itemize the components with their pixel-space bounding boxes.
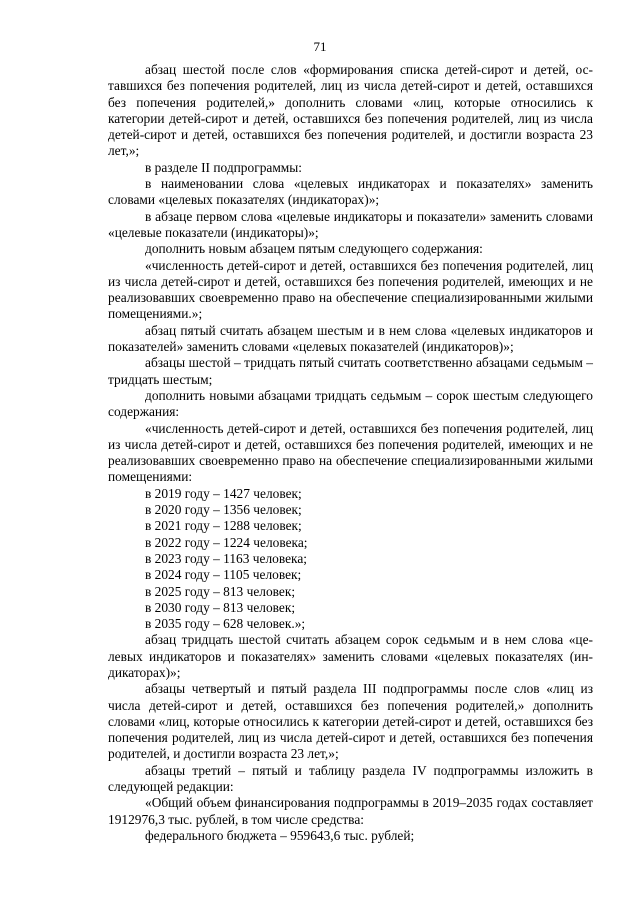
paragraph: дополнить новым абзацем пятым следующего содержания: xyxy=(145,241,483,257)
paragraph: абзац пятый считать абзацем шестым и в нем слова «целевых индикаторов и показателей» заменить словами «целевых показателей (индикаторов)»; xyxy=(108,322,593,355)
paragraph: абзацы четвертый и пятый раздела III подпрограммы после слов «лиц из числа детей-сирот и детей, оставшихся без попечения родителей,» дополнить словами «лиц, которые относились к категории детей-сирот и детей, оставшихся без попечения родителей, лиц из числа детей-сирот и детей, оставшихся без попечения родителей, и достигли возраста 23 лет,»; xyxy=(108,681,593,762)
paragraph: абзац тридцать шестой считать абзацем сорок седьмым и в нем слова «целевых индикаторов и показателях» заменить словами «целевых показателях (индикаторах)»; xyxy=(108,632,593,680)
year-line: в 2035 году – 628 человек.»; xyxy=(145,616,306,632)
paragraph: дополнить новыми абзацами тридцать седьмым – сорок шестым следующего содержания: xyxy=(108,387,593,420)
paragraph: абзацы третий – пятый и таблицу раздела IV подпрограммы изложить в следующей редакции: xyxy=(108,762,593,795)
year-line: в 2019 году – 1427 человек; xyxy=(145,485,302,501)
paragraph: в абзаце первом слова «целевые индикаторы и показатели» заменить словами «целевые показатели (индикаторы)»; xyxy=(108,208,593,240)
year-line: в 2020 году – 1356 человек; xyxy=(145,502,302,518)
paragraph: «Общий объем финансирования подпрограммы в 2019–2035 годах составляет 1912976,3 тыс. рублей, в том числе средства: xyxy=(108,795,593,827)
paragraph: в наименовании слова «целевых индикаторах и показателях» заменить словами «целевых показателях (индикаторах)»; xyxy=(108,176,593,208)
document-body xyxy=(108,62,593,844)
year-line: в 2025 году – 813 человек; xyxy=(145,583,296,599)
paragraph: абзацы шестой – тридцать пятый считать соответственно абзацами седьмым – тридцать шестым; xyxy=(108,355,593,387)
year-line: в 2021 году – 1288 человек; xyxy=(145,518,302,534)
year-line: в 2024 году – 1105 человек; xyxy=(145,567,302,583)
year-line: в 2022 году – 1224 человека; xyxy=(145,534,308,550)
paragraph: федерального бюджета – 959643,6 тыс. рублей; xyxy=(145,827,415,843)
paragraph: «численность детей-сирот и детей, оставшихся без попечения родителей, лиц из числа детей-сирот и детей, оставшихся без попечения родителей, имеющих и не реализовавших своевременно право на обеспечение специализированными жилыми помещениями: xyxy=(108,420,593,485)
paragraph: в разделе II подпрограммы: xyxy=(145,159,302,175)
year-line: в 2023 году – 1163 человека; xyxy=(145,550,308,566)
paragraph: абзац шестой после слов «формирования списка детей-сирот и детей, оставшихся без попечения родителей, лиц из числа детей-сирот и детей, оставшихся без попечения родителей,» дополнить словами «лиц, которые относились к категории детей-сирот и детей, оставшихся без попечения родителей, лиц из числа детей-сирот и детей, оставшихся без попечения родителей, и достигли возраста 23 лет,»; xyxy=(108,62,593,159)
year-line: в 2030 году – 813 человек; xyxy=(145,599,296,615)
paragraph: «численность детей-сирот и детей, оставшихся без попечения родителей, лиц из числа детей-сирот и детей, оставшихся без попечения родителей, имеющих и не реализовавших своевременно право на обеспечение специализированными жилыми помещениями.»; xyxy=(108,257,593,322)
page-number: 71 xyxy=(313,39,327,54)
